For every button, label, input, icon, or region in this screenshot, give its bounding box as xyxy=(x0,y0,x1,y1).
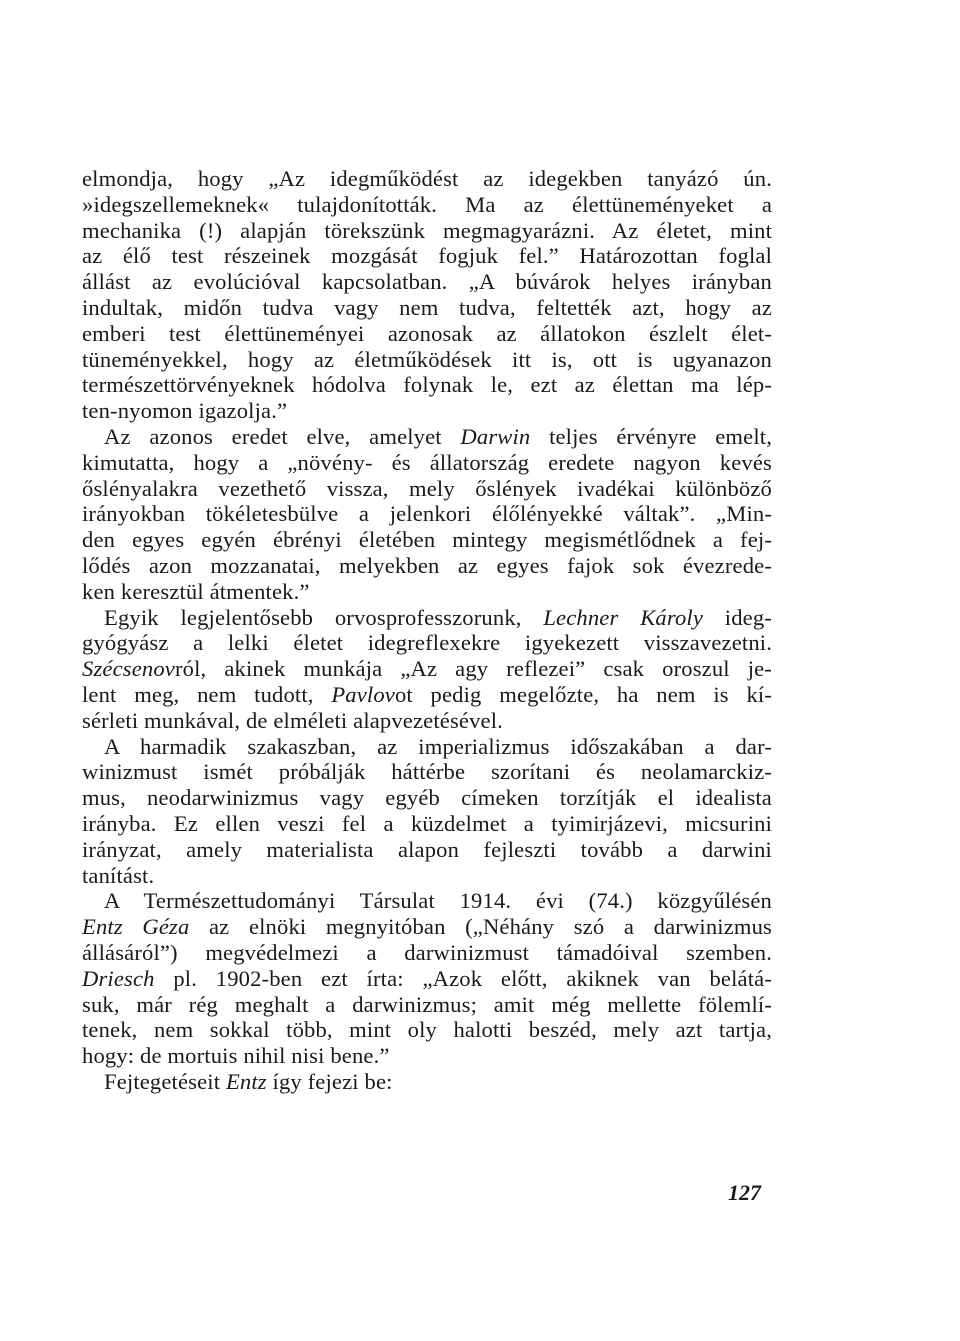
text-run: irányba. Ez ellen veszi fel a küzdelmet a tyimirjázevi, micsurini xyxy=(82,810,772,836)
italic-name: Darwin xyxy=(460,423,531,449)
text-line xyxy=(82,708,772,734)
text-run: tanítást. xyxy=(82,862,155,888)
text-run: gyógyász a lelki életet idegreflexekre igyekezett visszavezetni. xyxy=(82,630,772,656)
text-run: mechanika (!) alapján törekszünk megmagyarázni. Az életet, mint xyxy=(82,217,772,243)
text-run: indultak, midőn tudva vagy nem tudva, feltették azt, hogy az xyxy=(82,294,772,320)
text-run: den egyes egyén ébrényi életében mintegy megismétlődnek a fej- xyxy=(82,527,772,553)
italic-name: Pavlov xyxy=(331,681,395,707)
text-run: irányzat, amely materialista alapon fejleszti tovább a darwini xyxy=(82,836,772,862)
text-line xyxy=(82,192,772,218)
text-line xyxy=(82,166,772,192)
text-run: Fejtegetéseit xyxy=(104,1068,226,1094)
text-line xyxy=(82,579,772,605)
text-line xyxy=(82,450,772,476)
text-run: állásáról”) megvédelmezi a darwinizmust támadóival szemben. xyxy=(82,939,772,965)
text-run: hogy: de mortuis nihil nisi bene.” xyxy=(82,1043,390,1069)
text-line xyxy=(82,1043,772,1069)
paragraph xyxy=(82,424,772,605)
text-run: lent meg, nem tudott, xyxy=(82,681,332,707)
text-run: így fejezi be: xyxy=(266,1068,393,1094)
text-run: Az azonos eredet elve, amelyet xyxy=(104,423,461,449)
text-line xyxy=(82,347,772,373)
text-run: winizmust ismét próbálják háttérbe szorítani és neolamarckiz- xyxy=(82,759,772,785)
text-line xyxy=(82,940,772,966)
text-run: lődés azon mozzanatai, melyekben az egyes fajok sok évezrede- xyxy=(82,552,772,578)
text-run: »idegszellemeknek« tulajdonították. Ma az élettüneményeket a xyxy=(82,191,772,217)
text-line xyxy=(82,243,772,269)
text-line xyxy=(82,553,772,579)
text-line xyxy=(82,734,772,760)
text-run: ten-nyomon igazolja.” xyxy=(82,398,288,424)
text-line xyxy=(82,605,772,631)
text-run: ideg- xyxy=(703,604,772,630)
text-run: kimutatta, hogy a „növény- és állatország eredete nagyon kevés xyxy=(82,449,772,475)
text-line xyxy=(82,321,772,347)
text-line xyxy=(82,424,772,450)
text-run: ról, akinek munkája „Az agy reflezei” csak oroszul je- xyxy=(174,656,772,682)
text-run: irányokban tökéletesbülve a jelenkori élőlényekké váltak”. „Min- xyxy=(82,501,772,527)
text-run: tüneményekkel, hogy az életműködések itt is, ott is ugyanazon xyxy=(82,346,772,372)
text-run: mus, neodarwinizmus vagy egyéb címeken torzítják el idealista xyxy=(82,785,772,811)
paragraph xyxy=(82,888,772,1069)
text-line xyxy=(82,372,772,398)
text-line xyxy=(82,630,772,656)
paragraph xyxy=(82,605,772,734)
text-run: A harmadik szakaszban, az imperializmus időszakában a dar- xyxy=(104,733,772,759)
text-line xyxy=(82,785,772,811)
italic-name: Entz xyxy=(225,1068,267,1094)
text-run: teljes érvényre emelt, xyxy=(530,423,772,449)
text-line xyxy=(82,295,772,321)
body-text xyxy=(82,166,772,1095)
paragraph xyxy=(82,166,772,424)
text-line xyxy=(82,501,772,527)
text-line xyxy=(82,398,772,424)
text-run: tenek, nem sokkal több, mint oly halotti beszéd, mely azt tartja, xyxy=(82,1017,772,1043)
text-run: őslényalakra vezethető vissza, mely őslények ivadékai különböző xyxy=(82,475,772,501)
text-line xyxy=(82,888,772,914)
italic-name: Szécsenov xyxy=(82,656,175,682)
text-line xyxy=(82,992,772,1018)
italic-name: Driesch xyxy=(82,965,155,991)
text-line xyxy=(82,1069,772,1095)
text-line xyxy=(82,682,772,708)
italic-name: Entz Géza xyxy=(82,914,190,940)
text-run: suk, már rég meghalt a darwinizmus; amit még mellette fölemlí- xyxy=(82,991,772,1017)
paragraph xyxy=(82,734,772,889)
text-run: állást az evolúcióval kapcsolatban. „A búvárok helyes irányban xyxy=(82,269,772,295)
text-run: az elnöki megnyitóban („Néhány szó a darwinizmus xyxy=(189,914,772,940)
text-line xyxy=(82,656,772,682)
text-line xyxy=(82,269,772,295)
text-line xyxy=(82,759,772,785)
paragraph xyxy=(82,1069,772,1095)
text-line xyxy=(82,811,772,837)
text-line xyxy=(82,966,772,992)
text-run: elmondja, hogy „Az idegműködést az idegekben tanyázó ún. xyxy=(82,166,772,191)
text-line xyxy=(82,914,772,940)
text-run: A Természettudományi Társulat 1914. évi (74.) közgyűlésén xyxy=(104,888,772,914)
text-line xyxy=(82,527,772,553)
text-run: Egyik legjelentősebb orvosprofesszorunk, xyxy=(104,604,544,630)
text-line xyxy=(82,476,772,502)
text-run: emberi test élettüneményei azonosak az állatokon észlelt élet- xyxy=(82,320,772,346)
text-run: sérleti munkával, de elméleti alapvezetésével. xyxy=(82,707,503,733)
text-run: ken keresztül átmentek.” xyxy=(82,578,310,604)
text-run: természettörvényeknek hódolva folynak le, ezt az élettan ma lép- xyxy=(82,372,772,398)
text-line xyxy=(82,218,772,244)
text-line xyxy=(82,1017,772,1043)
text-run: az élő test részeinek mozgását fogjuk fel.” Határozottan foglal xyxy=(82,243,772,269)
page-number: 127 xyxy=(728,1180,761,1205)
text-line xyxy=(82,863,772,889)
italic-name: Lechner Károly xyxy=(543,604,704,630)
text-run: ot pedig megelőzte, ha nem is kí- xyxy=(394,681,772,707)
text-run: pl. 1902-ben ezt írta: „Azok előtt, akiknek van belátá- xyxy=(154,965,772,991)
text-line xyxy=(82,837,772,863)
